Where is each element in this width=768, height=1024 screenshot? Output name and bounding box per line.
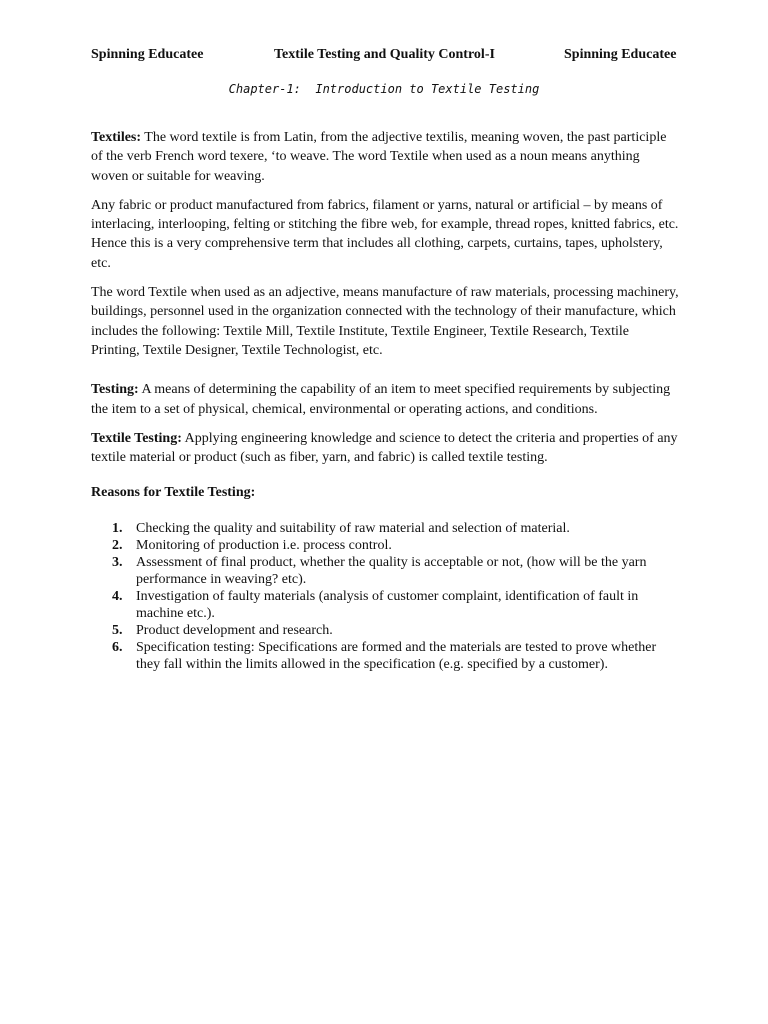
list-item [91,537,679,554]
paragraph-any-fabric: Any fabric or product manufactured from fabrics, filament or yarns, natural or artificial – by means of interlacing, interlooping, felting or stitching the fibre web, for example, thread ropes, knitted fabrics, etc. Hence this is a very comprehensive term that includes all clothing, carpets, curtains, tapes, upholstery, etc. [91,197,679,271]
paragraph-textile-testing [91,429,679,468]
header-left: Spinning Educatee [91,47,204,62]
list-item-text: Checking the quality and suitability of raw material and selection of material. [136,520,570,536]
header-right: Spinning Educatee [564,47,677,62]
list-item-text: Specification testing: Specifications are formed and the materials are tested to prove whether they fall within the limits allowed in the specification (e.g. specified by a customer). [136,639,657,672]
list-item-text: Product development and research. [136,622,333,638]
paragraph-testing [91,380,679,419]
list-item-number: 3. [112,554,123,570]
list-item-number: 5. [112,622,123,638]
list-item-number: 1. [112,520,123,536]
reasons-list [91,520,679,673]
list-item [91,520,679,537]
list-item-text: Investigation of faulty materials (analysis of customer complaint, identification of fault in machine etc.). [136,588,639,621]
list-item-number: 6. [112,639,123,655]
document-body [91,128,679,673]
term-testing: Testing: [91,382,139,398]
paragraph-textiles [91,128,679,186]
reasons-heading: Reasons for Textile Testing: [91,485,256,501]
list-item [91,639,679,673]
list-item-text: Monitoring of production i.e. process control. [136,537,392,553]
list-item [91,622,679,639]
list-item-number: 4. [112,588,123,604]
paragraph-adjective: The word Textile when used as an adjective, means manufacture of raw materials, processing machinery, buildings, personnel used in the organization connected with the technology of their manufacture, which includes the following: Textile Mill, Textile Institute, Textile Engineer, Textile Research, Textile Printing, Textile Designer, Textile Technologist, etc. [91,285,679,358]
term-textile-testing: Textile Testing: [91,430,182,446]
definition-textiles: The word textile is from Latin, from the adjective textilis, meaning woven, the past participle of the verb French word texere, ‘to weave. The word Textile when used as a noun means anything woven or suitable for weaving. [91,130,667,184]
list-item-number: 2. [112,537,123,553]
list-item [91,588,679,622]
definition-textile-testing: Applying engineering knowledge and science to detect the criteria and properties of any textile material or product (such as fiber, yarn, and fabric) is called textile testing. [91,430,678,466]
term-textiles: Textiles: [91,130,142,145]
chapter-title: Chapter-1: Introduction to Textile Testing [228,82,540,96]
list-item-text: Assessment of final product, whether the quality is acceptable or not, (how will be the yarn performance in weaving? etc). [136,554,647,587]
definition-testing: A means of determining the capability of an item to meet specified requirements by subjecting the item to a set of physical, chemical, environmental or operating actions, and conditions. [91,382,671,417]
list-item [91,554,679,588]
header-title: Textile Testing and Quality Control-I [274,47,495,62]
